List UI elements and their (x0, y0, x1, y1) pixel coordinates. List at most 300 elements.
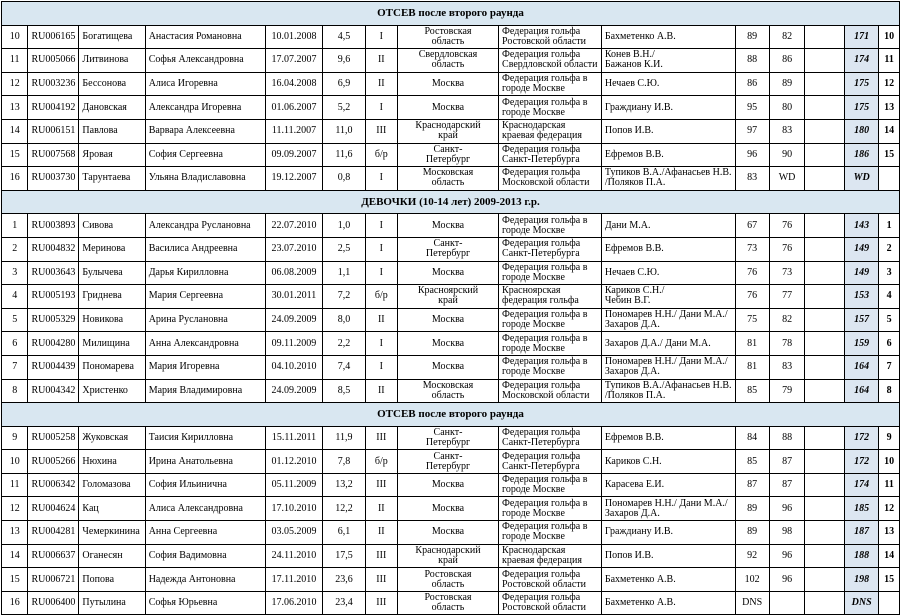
federation-line: Московской области (502, 389, 590, 401)
total-score: 143 (845, 214, 879, 238)
table-row (2, 285, 900, 309)
coach (601, 332, 735, 356)
round-1-score: 85 (735, 379, 769, 403)
round-2-score: 80 (769, 96, 805, 120)
federation-line: Федерация гольфа в (502, 521, 588, 533)
region-line: край (438, 295, 458, 307)
coach (601, 426, 735, 450)
federation-line: городе Москве (502, 484, 565, 496)
federation (499, 96, 602, 120)
surname: Литвинова (79, 49, 145, 73)
region-line: Красноярский (417, 285, 479, 297)
total-score: 172 (845, 426, 879, 450)
surname: Павлова (79, 119, 145, 143)
region (397, 119, 498, 143)
federation-line: Федерация гольфа (502, 25, 581, 37)
spacer-cell (805, 591, 845, 615)
category: I (365, 332, 397, 356)
region-line: Москва (431, 266, 465, 278)
row-number: 1 (2, 214, 28, 238)
surname: Милищина (79, 332, 145, 356)
row-number: 12 (2, 72, 28, 96)
region (397, 544, 498, 568)
player-id: RU005193 (28, 285, 79, 309)
spacer-cell (805, 214, 845, 238)
federation-line: краевая федерация (502, 130, 582, 142)
spacer-cell (805, 426, 845, 450)
coach-line: Бахметенко А.В. (604, 30, 676, 42)
federation (499, 72, 602, 96)
final-rank: 12 (879, 497, 900, 521)
coach-line: Пономарев Н.Н./ Дани М.А./ (604, 309, 728, 321)
birth-date: 01.12.2010 (265, 450, 323, 474)
federation-line: Федерация гольфа (502, 49, 581, 61)
category: III (365, 473, 397, 497)
region-line: область (431, 177, 465, 189)
coach (601, 25, 735, 49)
round-1-score: 81 (735, 332, 769, 356)
region-line: Краснодарский (415, 120, 481, 132)
region (397, 72, 498, 96)
total-score: 174 (845, 49, 879, 73)
category: I (365, 214, 397, 238)
region (397, 96, 498, 120)
round-2-score: 87 (769, 450, 805, 474)
given-name: Ирина Анатольевна (145, 450, 265, 474)
final-rank: 11 (879, 49, 900, 73)
region-line: Москва (431, 361, 465, 373)
table-row (2, 119, 900, 143)
given-name: София Вадимовна (145, 544, 265, 568)
birth-date: 17.06.2010 (265, 591, 323, 615)
handicap: 11,6 (323, 143, 365, 167)
given-name: Таисия Кирилловна (145, 426, 265, 450)
region (397, 473, 498, 497)
row-number: 3 (2, 261, 28, 285)
given-name: Ульяна Владиславовна (145, 167, 265, 191)
coach (601, 521, 735, 545)
region (397, 25, 498, 49)
final-rank: 11 (879, 473, 900, 497)
surname: Путылина (79, 591, 145, 615)
federation-line: федерация гольфа (502, 295, 579, 307)
category: III (365, 591, 397, 615)
round-1-score: 83 (735, 167, 769, 191)
player-id: RU005266 (28, 450, 79, 474)
final-rank (879, 167, 900, 191)
row-number: 15 (2, 568, 28, 592)
birth-date: 23.07.2010 (265, 237, 323, 261)
given-name: Мария Владимировна (145, 379, 265, 403)
total-score: 187 (845, 521, 879, 545)
coach (601, 49, 735, 73)
federation-line: Федерация гольфа в (502, 497, 588, 509)
region-line: Краснодарский (415, 544, 481, 556)
total-score: 188 (845, 544, 879, 568)
region-line: Московская (422, 379, 474, 391)
coach-line: Граждиану И.В. (604, 101, 673, 113)
coach-line: Ефремов В.В. (604, 431, 664, 443)
final-rank: 8 (879, 379, 900, 403)
final-rank: 15 (879, 143, 900, 167)
total-score: 171 (845, 25, 879, 49)
row-number: 16 (2, 591, 28, 615)
region-line: Санкт- (433, 450, 463, 462)
federation (499, 261, 602, 285)
handicap: 12,2 (323, 497, 365, 521)
coach-line: Конев В.Н./ (604, 49, 655, 61)
federation-line: Федерация гольфа (502, 592, 581, 604)
federation (499, 25, 602, 49)
row-number: 4 (2, 285, 28, 309)
federation (499, 143, 602, 167)
coach-line: Пономарев Н.Н./ Дани М.А./ (604, 497, 728, 509)
coach-line: Дани М.А. (604, 219, 651, 231)
round-2-score (769, 591, 805, 615)
total-score: WD (845, 167, 879, 191)
given-name: Алиса Александровна (145, 497, 265, 521)
round-1-score: 81 (735, 355, 769, 379)
final-rank: 5 (879, 308, 900, 332)
table-row (2, 72, 900, 96)
final-rank: 13 (879, 96, 900, 120)
table-row (2, 143, 900, 167)
handicap: 8,0 (323, 308, 365, 332)
player-id: RU005066 (28, 49, 79, 73)
player-id: RU005258 (28, 426, 79, 450)
round-1-score: 73 (735, 237, 769, 261)
surname: Меринова (79, 237, 145, 261)
birth-date: 17.07.2007 (265, 49, 323, 73)
round-1-score: 76 (735, 261, 769, 285)
spacer-cell (805, 237, 845, 261)
spacer-cell (805, 473, 845, 497)
given-name: Варвара Алексеевна (145, 119, 265, 143)
handicap: 5,2 (323, 96, 365, 120)
region-line: Москва (431, 337, 465, 349)
spacer-cell (805, 261, 845, 285)
handicap: 1,0 (323, 214, 365, 238)
region-line: Петербург (425, 248, 471, 260)
federation-line: Санкт-Петербурга (502, 436, 580, 448)
round-1-score: 102 (735, 568, 769, 592)
category: б/р (365, 143, 397, 167)
region (397, 332, 498, 356)
birth-date: 24.09.2009 (265, 308, 323, 332)
coach (601, 450, 735, 474)
handicap: 11,0 (323, 119, 365, 143)
region (397, 497, 498, 521)
category: III (365, 568, 397, 592)
region-line: край (438, 554, 458, 566)
birth-date: 10.01.2008 (265, 25, 323, 49)
handicap: 4,5 (323, 25, 365, 49)
federation-line: городе Москве (502, 531, 565, 543)
table-row (2, 450, 900, 474)
spacer-cell (805, 72, 845, 96)
federation-line: городе Москве (502, 224, 565, 236)
spacer-cell (805, 285, 845, 309)
round-1-score: 89 (735, 497, 769, 521)
coach (601, 568, 735, 592)
coach-line: Кариков С.Н. (604, 455, 662, 467)
region-line: Москва (431, 479, 465, 491)
given-name: Анна Сергеевна (145, 521, 265, 545)
category: I (365, 237, 397, 261)
handicap: 11,9 (323, 426, 365, 450)
final-rank: 1 (879, 214, 900, 238)
federation-line: краевая федерация (502, 554, 582, 566)
birth-date: 11.11.2007 (265, 119, 323, 143)
region-line: область (431, 35, 465, 47)
player-id: RU004832 (28, 237, 79, 261)
coach-line: Ефремов В.В. (604, 148, 664, 160)
round-1-score: 75 (735, 308, 769, 332)
federation-line: Федерация гольфа в (502, 356, 588, 368)
federation-line: Красноярская (502, 285, 561, 297)
round-1-score: 84 (735, 426, 769, 450)
spacer-cell (805, 25, 845, 49)
birth-date: 22.07.2010 (265, 214, 323, 238)
table-row (2, 167, 900, 191)
federation-line: Санкт-Петербурга (502, 248, 580, 260)
table-row (2, 591, 900, 615)
surname: Новикова (79, 308, 145, 332)
birth-date: 19.12.2007 (265, 167, 323, 191)
round-1-score: 87 (735, 473, 769, 497)
region-line: Москва (431, 526, 465, 538)
total-score: 172 (845, 450, 879, 474)
spacer-cell (805, 167, 845, 191)
federation (499, 49, 602, 73)
federation-line: Федерация гольфа (502, 450, 581, 462)
surname: Кац (79, 497, 145, 521)
round-2-score: 89 (769, 72, 805, 96)
region (397, 143, 498, 167)
round-1-score: 89 (735, 521, 769, 545)
surname: Христенко (79, 379, 145, 403)
round-2-score: 98 (769, 521, 805, 545)
spacer-cell (805, 450, 845, 474)
player-id: RU004281 (28, 521, 79, 545)
birth-date: 16.04.2008 (265, 72, 323, 96)
federation-line: Краснодарская (502, 544, 566, 556)
coach-line: Карасева Е.И. (604, 479, 665, 491)
round-2-score: 76 (769, 237, 805, 261)
birth-date: 30.01.2011 (265, 285, 323, 309)
table-row (2, 379, 900, 403)
region (397, 591, 498, 615)
total-score: 149 (845, 237, 879, 261)
category: III (365, 119, 397, 143)
given-name: Мария Игоревна (145, 355, 265, 379)
total-score: 149 (845, 261, 879, 285)
total-score: 175 (845, 96, 879, 120)
row-number: 2 (2, 237, 28, 261)
round-1-score: DNS (735, 591, 769, 615)
round-1-score: 76 (735, 285, 769, 309)
row-number: 13 (2, 96, 28, 120)
category: II (365, 72, 397, 96)
region-line: Петербург (425, 460, 471, 472)
region-line: Санкт- (433, 143, 463, 155)
round-2-score: 83 (769, 119, 805, 143)
final-rank: 13 (879, 521, 900, 545)
category: I (365, 25, 397, 49)
section-header (2, 190, 900, 214)
coach (601, 308, 735, 332)
coach (601, 285, 735, 309)
total-score: 185 (845, 497, 879, 521)
federation-line: Федерация гольфа в (502, 214, 588, 226)
federation (499, 473, 602, 497)
final-rank: 3 (879, 261, 900, 285)
coach-line: Чебин В.Г. (604, 295, 651, 307)
player-id: RU003236 (28, 72, 79, 96)
table-row (2, 25, 900, 49)
federation-line: городе Москве (502, 106, 565, 118)
section-title: ОТСЕВ после второго раунда (2, 403, 900, 427)
round-2-score: 86 (769, 49, 805, 73)
spacer-cell (805, 96, 845, 120)
federation (499, 355, 602, 379)
coach (601, 261, 735, 285)
federation (499, 308, 602, 332)
region-line: Москва (431, 219, 465, 231)
player-id: RU003730 (28, 167, 79, 191)
coach-line: Бахметенко А.В. (604, 573, 676, 585)
player-id: RU004439 (28, 355, 79, 379)
final-rank: 4 (879, 285, 900, 309)
federation (499, 237, 602, 261)
federation-line: городе Москве (502, 319, 565, 331)
federation (499, 521, 602, 545)
handicap: 2,5 (323, 237, 365, 261)
coach (601, 214, 735, 238)
round-2-score: 73 (769, 261, 805, 285)
row-number: 14 (2, 119, 28, 143)
federation-line: Ростовской области (502, 578, 587, 590)
handicap: 7,2 (323, 285, 365, 309)
category: II (365, 521, 397, 545)
surname: Нюхина (79, 450, 145, 474)
birth-date: 24.09.2009 (265, 379, 323, 403)
federation-line: городе Москве (502, 366, 565, 378)
player-id: RU006637 (28, 544, 79, 568)
coach (601, 143, 735, 167)
coach-line: Нечаев С.Ю. (604, 266, 660, 278)
player-id: RU006165 (28, 25, 79, 49)
round-1-score: 67 (735, 214, 769, 238)
spacer-cell (805, 355, 845, 379)
table-row (2, 332, 900, 356)
row-number: 13 (2, 521, 28, 545)
region (397, 426, 498, 450)
surname: Бессонова (79, 72, 145, 96)
final-rank: 7 (879, 355, 900, 379)
round-2-score: 82 (769, 308, 805, 332)
region-line: Москва (431, 101, 465, 113)
federation-line: Федерация гольфа в (502, 309, 588, 321)
coach-line: /Поляков П.А. (604, 177, 666, 189)
row-number: 14 (2, 544, 28, 568)
coach-line: Бажанов К.И. (604, 59, 663, 71)
round-2-score: 88 (769, 426, 805, 450)
table-row (2, 568, 900, 592)
round-2-score: 77 (769, 285, 805, 309)
round-1-score: 97 (735, 119, 769, 143)
table-row (2, 355, 900, 379)
total-score: 175 (845, 72, 879, 96)
player-id: RU004192 (28, 96, 79, 120)
birth-date: 09.09.2007 (265, 143, 323, 167)
round-1-score: 86 (735, 72, 769, 96)
given-name: Александра Руслановна (145, 214, 265, 238)
spacer-cell (805, 497, 845, 521)
federation-line: Санкт-Петербурга (502, 153, 580, 165)
spacer-cell (805, 544, 845, 568)
surname: Сивова (79, 214, 145, 238)
coach-line: Граждиану И.В. (604, 526, 673, 538)
federation-line: Федерация гольфа (502, 379, 581, 391)
handicap: 17,5 (323, 544, 365, 568)
federation-line: Краснодарская (502, 120, 566, 132)
row-number: 9 (2, 426, 28, 450)
region (397, 49, 498, 73)
player-id: RU006342 (28, 473, 79, 497)
final-rank (879, 591, 900, 615)
spacer-cell (805, 568, 845, 592)
category: II (365, 379, 397, 403)
federation-line: Федерация гольфа в (502, 73, 588, 85)
category: II (365, 497, 397, 521)
coach (601, 237, 735, 261)
round-1-score: 88 (735, 49, 769, 73)
spacer-cell (805, 332, 845, 356)
handicap: 23,4 (323, 591, 365, 615)
handicap: 6,1 (323, 521, 365, 545)
row-number: 5 (2, 308, 28, 332)
region (397, 568, 498, 592)
spacer-cell (805, 308, 845, 332)
category: I (365, 261, 397, 285)
coach-line: Захаров Д.А. (604, 507, 660, 519)
total-score: 153 (845, 285, 879, 309)
coach (601, 473, 735, 497)
birth-date: 09.11.2009 (265, 332, 323, 356)
coach (601, 355, 735, 379)
final-rank: 14 (879, 544, 900, 568)
surname: Попова (79, 568, 145, 592)
federation (499, 167, 602, 191)
final-rank: 9 (879, 426, 900, 450)
federation-line: Федерация гольфа (502, 143, 581, 155)
surname: Богатищева (79, 25, 145, 49)
surname: Дановская (79, 96, 145, 120)
spacer-cell (805, 143, 845, 167)
coach (601, 497, 735, 521)
region (397, 379, 498, 403)
handicap: 2,2 (323, 332, 365, 356)
federation (499, 119, 602, 143)
total-score: 157 (845, 308, 879, 332)
region-line: область (431, 389, 465, 401)
given-name: Анна Александровна (145, 332, 265, 356)
region-line: область (431, 602, 465, 614)
row-number: 11 (2, 49, 28, 73)
coach-line: Тупиков В.А./Афанасьев Н.В. (604, 167, 732, 179)
category: I (365, 167, 397, 191)
